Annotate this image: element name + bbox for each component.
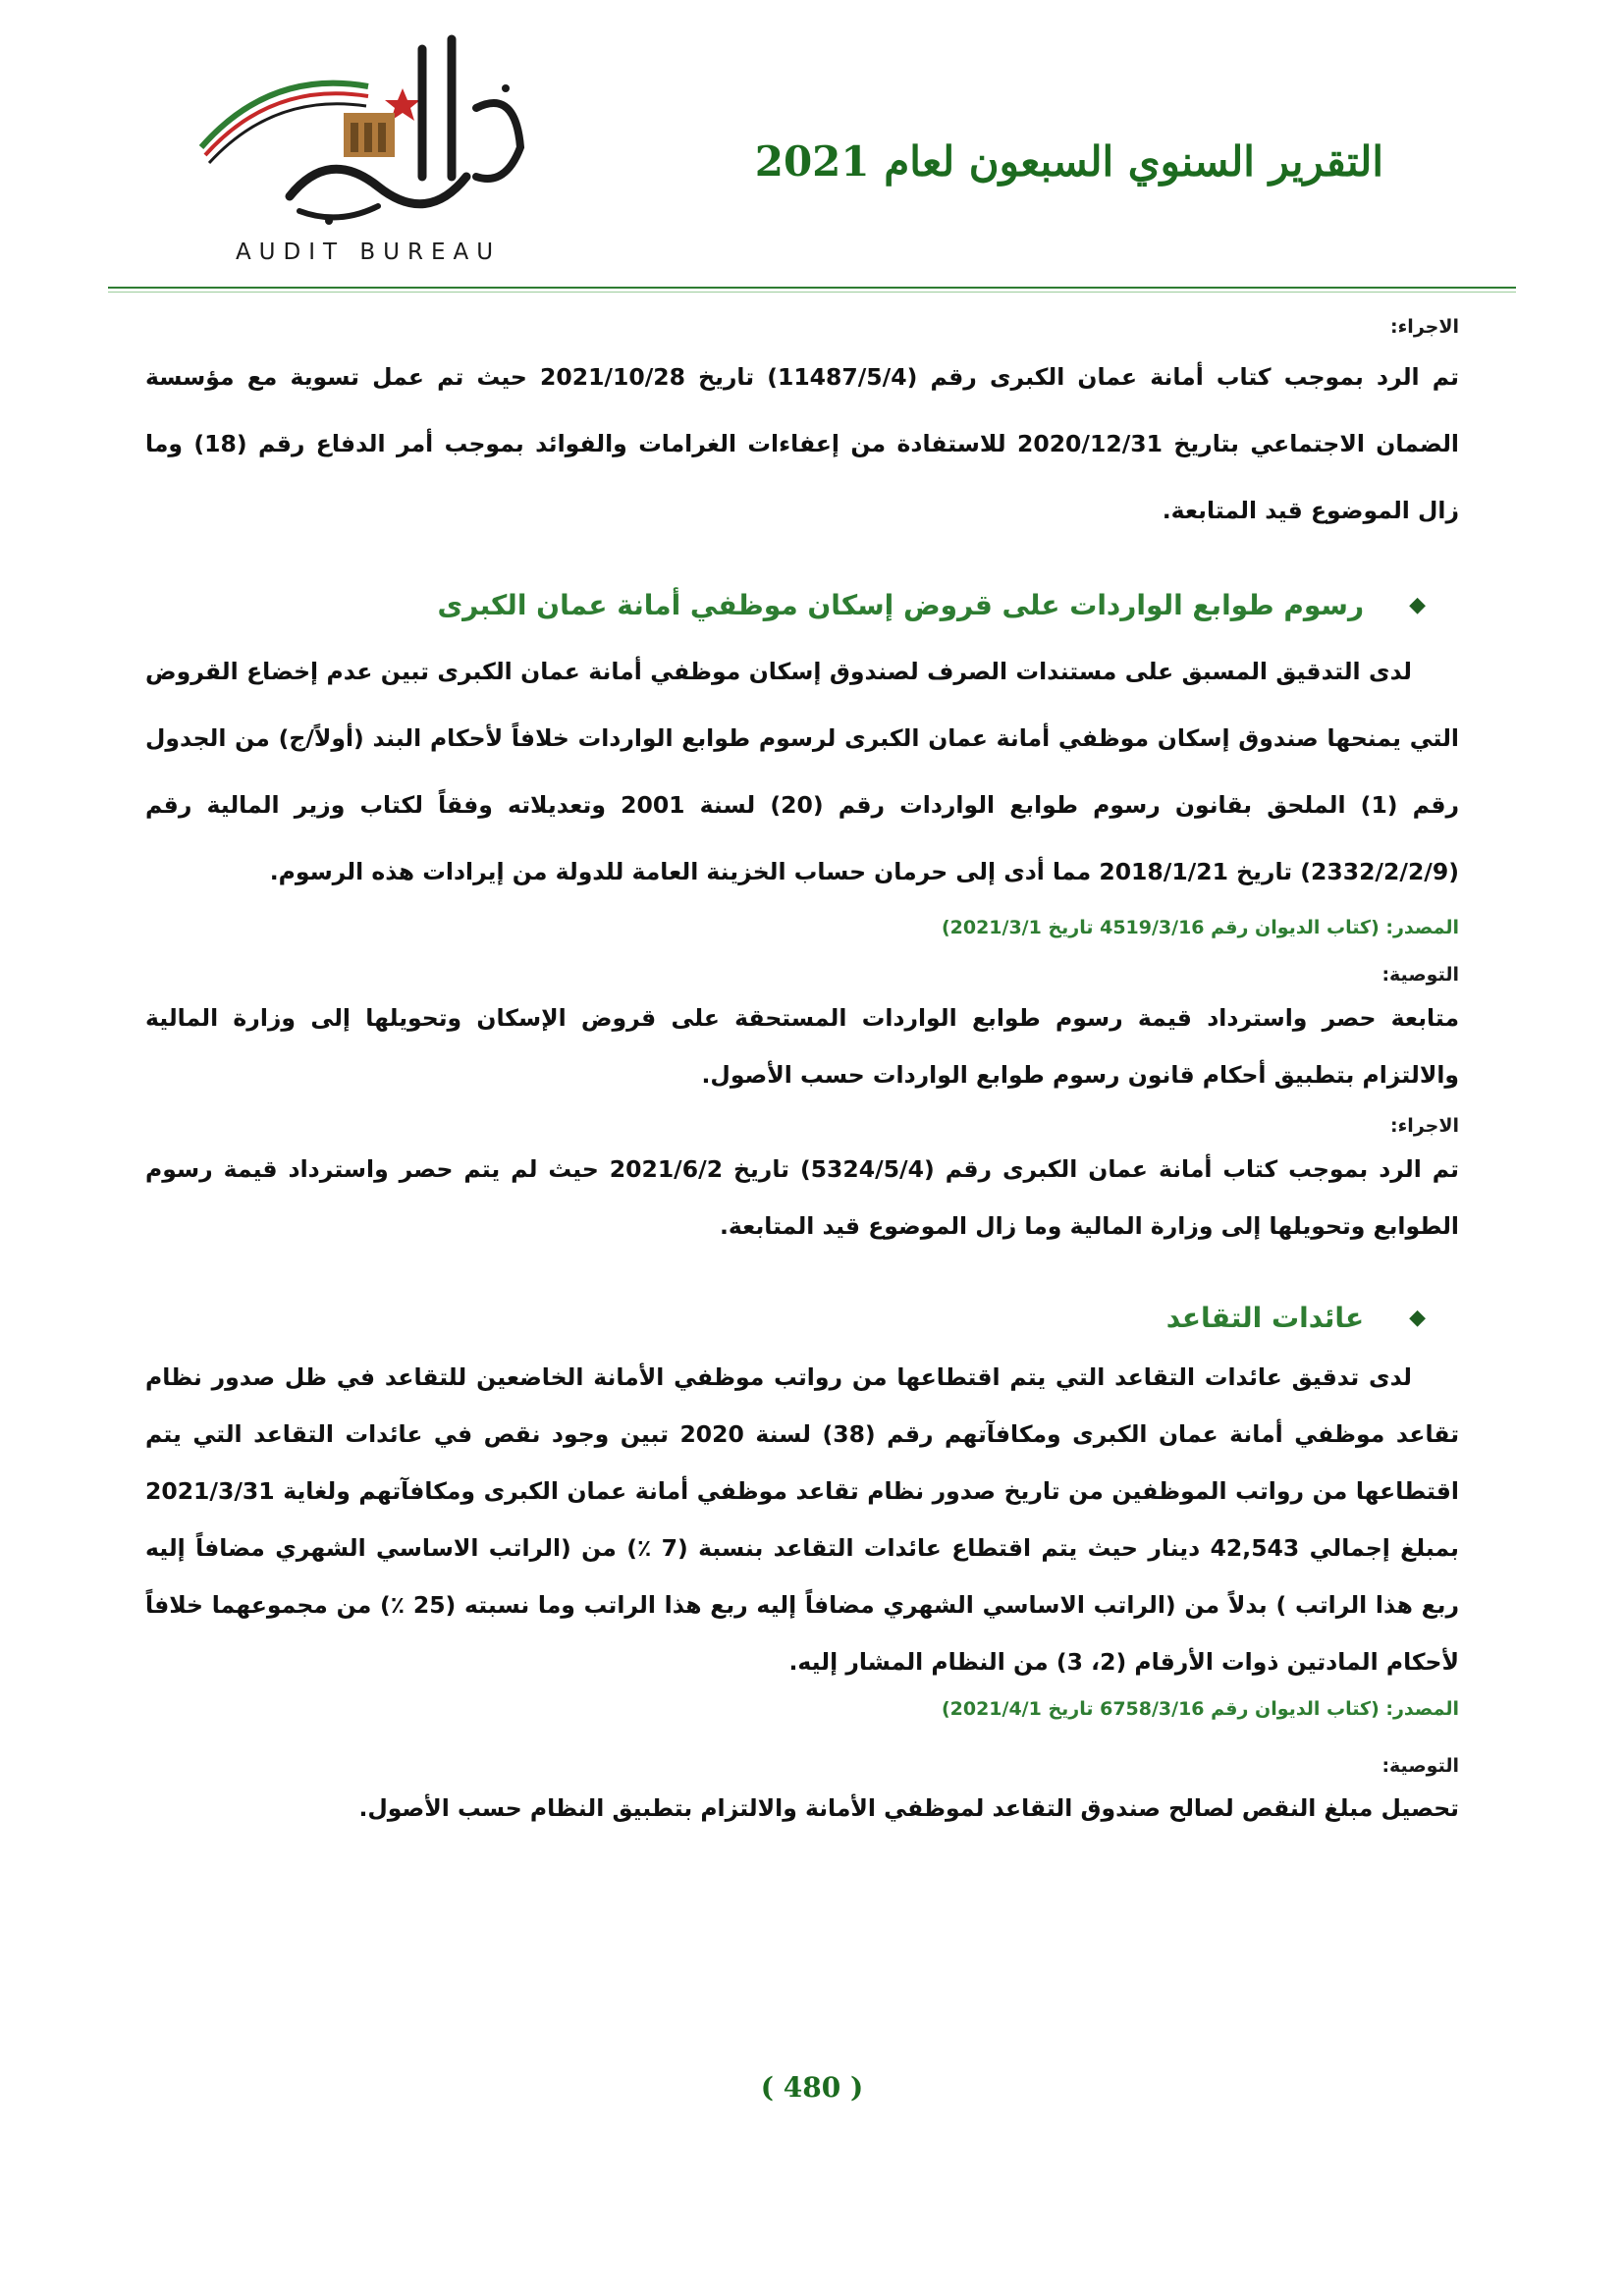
recommendation-paragraph: تحصيل مبلغ النقص لصالح صندوق التقاعد لموظفي الأمانة والالتزام بتطبيق النظام حسب الأصول. <box>358 1794 1459 1822</box>
diamond-bullet-icon: ◆ <box>1409 592 1426 617</box>
section-title: عائدات التقاعد <box>1165 1301 1365 1334</box>
section-title: رسوم طوابع الواردات على قروض إسكان موظفي أمانة عمان الكبرى <box>437 588 1365 621</box>
source-reference: المصدر: (كتاب الديوان رقم 4519/3/16 تاريخ 2021/3/1) <box>941 917 1459 938</box>
document-body <box>145 312 1459 1836</box>
logo-english-text: AUDIT BUREAU <box>235 240 502 265</box>
audit-bureau-logo <box>182 29 555 265</box>
recommendation-paragraph: متابعة حصر واسترداد قيمة رسوم طوابع الواردات المستحقة على قروض الإسكان وتحويلها إلى وزارة المالية والالتزام بتطبيق أحكام قانون رسوم طوابع الواردات حسب الأصول. <box>145 1004 1459 1089</box>
source-reference: المصدر: (كتاب الديوان رقم 6758/3/16 تاريخ 2021/4/1) <box>941 1698 1459 1720</box>
recommendation-label: التوصية: <box>1381 1755 1459 1777</box>
recommendation-label: التوصية: <box>1381 964 1459 986</box>
report-title: التقرير السنوي السبعون لعام 2021 <box>754 137 1383 186</box>
section-paragraph: لدى التدقيق المسبق على مستندات الصرف لصندوق إسكان موظفي أمانة عمان الكبرى تبين عدم إخضاع القروض التي يمنحها صندوق إسكان موظفي أمانة عمان الكبرى لرسوم طوابع الواردات خلافاً لأحكام البند (أولاً/ج) من الجدول رقم (1) الملحق بقانون رسوم طوابع الواردات رقم (20) لسنة 2001 وتعديلاته وفقاً لكتاب وزير المالية رقم (2332/2/2/9) تاريخ 2018/1/21 مما أدى إلى حرمان حساب الخزينة العامة للدولة من إيرادات هذه الرسوم. <box>145 658 1460 885</box>
section-heading-stamp-fees <box>145 577 1459 632</box>
header-divider <box>108 287 1516 289</box>
section-heading-retirement <box>145 1290 1459 1345</box>
page-header <box>0 0 1624 294</box>
action-paragraph: تم الرد بموجب كتاب أمانة عمان الكبرى رقم (11487/5/4) تاريخ 2021/10/28 حيث تم عمل تسوية مع مؤسسة الضمان الاجتماعي بتاريخ 2020/12/31 للاستفادة من إعفاءات الغرامات والفوائد بموجب أمر الدفاع رقم (18) وما زال الموضوع قيد المتابعة. <box>145 363 1459 524</box>
action-label: الاجراء: <box>1390 1115 1459 1137</box>
logo-emblem <box>182 29 555 236</box>
diamond-bullet-icon: ◆ <box>1409 1305 1426 1330</box>
section-paragraph: لدى تدقيق عائدات التقاعد التي يتم اقتطاعها من رواتب موظفي الأمانة الخاضعين للتقاعد في ظل صدور نظام تقاعد موظفي أمانة عمان الكبرى ومكافآتهم رقم (38) لسنة 2020 تبين وجود نقص في عائدات التقاعد التي يتم اقتطاعها من رواتب الموظفين من تاريخ صدور نظام تقاعد موظفي أمانة عمان الكبرى ومكافآتهم ولغاية 2021/3/31 بمبلغ إجمالي 42,543 دينار حيث يتم اقتطاع عائدات التقاعد بنسبة (7 ٪) من (الراتب الاساسي الشهري مضافاً إليه ربع هذا الراتب ) بدلاً من (الراتب الاساسي الشهري مضافاً إليه ربع هذا الراتب وما نسبته (25 ٪) من مجموعهما خلافاً لأحكام المادتين ذوات الأرقام (2، 3) من النظام المشار إليه. <box>145 1363 1460 1676</box>
header-divider-thin <box>108 292 1516 293</box>
action-paragraph: تم الرد بموجب كتاب أمانة عمان الكبرى رقم (5324/5/4) تاريخ 2021/6/2 حيث لم يتم حصر واسترداد قيمة رسوم الطوابع وتحويلها إلى وزارة المالية وما زال الموضوع قيد المتابعة. <box>145 1155 1459 1240</box>
action-label: الاجراء: <box>1390 316 1459 338</box>
page-number: ( 480 ) <box>760 2071 864 2104</box>
